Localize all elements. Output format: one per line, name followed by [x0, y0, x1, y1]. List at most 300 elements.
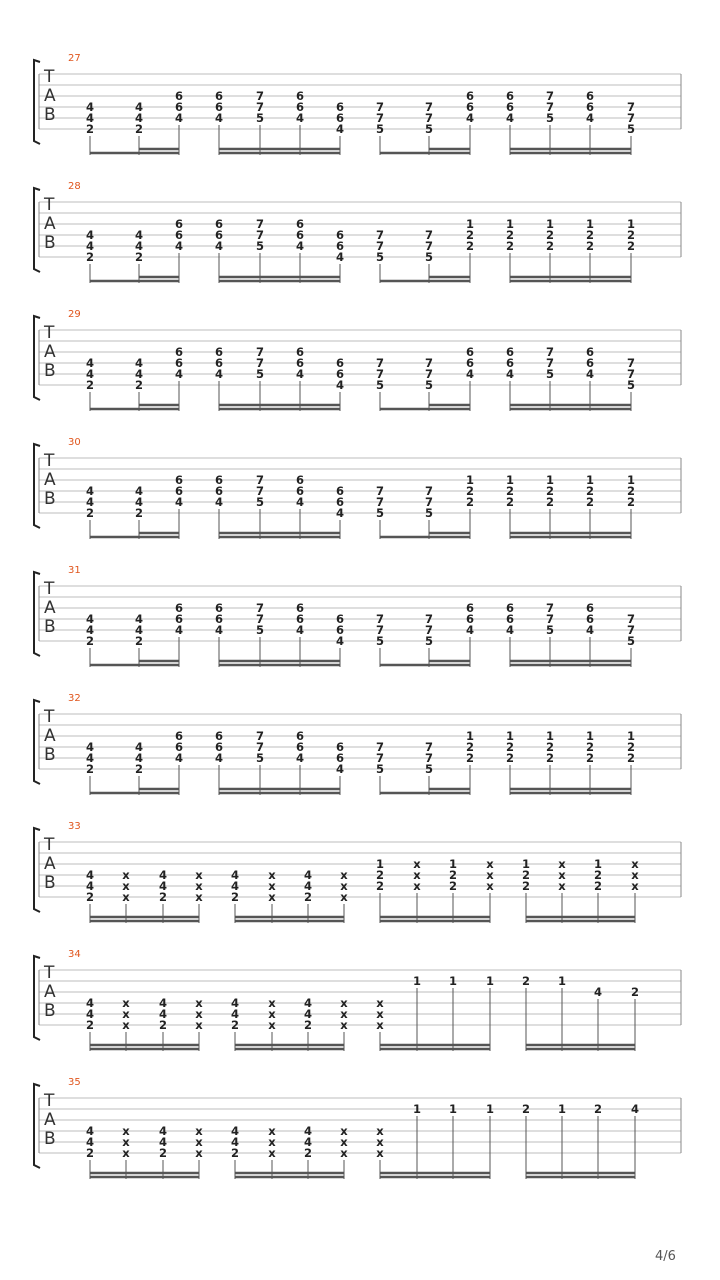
- fret-number: 2: [593, 1102, 603, 1116]
- fret-number: 2: [593, 868, 603, 882]
- tab-clef-letter: T: [44, 579, 55, 599]
- dead-note: x: [486, 857, 494, 871]
- fret-number: 2: [158, 1018, 168, 1032]
- fret-number: 4: [230, 1135, 240, 1149]
- fret-number: 5: [255, 367, 265, 381]
- fret-number: 4: [303, 1124, 313, 1138]
- fret-number: 6: [335, 356, 345, 370]
- fret-number: 6: [335, 751, 345, 765]
- dead-note: x: [122, 868, 130, 882]
- fret-number: 7: [255, 601, 265, 615]
- tab-clef-letter: B: [44, 361, 56, 381]
- tab-clef-letter: T: [44, 835, 55, 855]
- fret-number: 4: [230, 996, 240, 1010]
- dead-note: x: [195, 879, 203, 893]
- fret-number: 1: [585, 217, 595, 231]
- fret-number: 2: [545, 484, 555, 498]
- fret-number: 4: [214, 111, 224, 125]
- fret-number: 7: [424, 751, 434, 765]
- fret-number: 2: [626, 484, 636, 498]
- fret-number: 4: [85, 1007, 95, 1021]
- fret-number: 7: [375, 740, 385, 754]
- fret-number: 4: [85, 996, 95, 1010]
- fret-number: 4: [630, 1102, 640, 1116]
- fret-number: 4: [174, 623, 184, 637]
- fret-number: 2: [585, 740, 595, 754]
- dead-note: x: [340, 1007, 348, 1021]
- dead-note: x: [340, 879, 348, 893]
- dead-note: x: [376, 1146, 384, 1160]
- fret-number: 6: [465, 612, 475, 626]
- fret-number: 7: [375, 111, 385, 125]
- fret-number: 4: [303, 879, 313, 893]
- tab-clef-letter: B: [44, 617, 56, 637]
- fret-number: 4: [230, 868, 240, 882]
- fret-number: 4: [505, 111, 515, 125]
- fret-number: 2: [585, 751, 595, 765]
- fret-number: 2: [630, 985, 640, 999]
- fret-number: 5: [626, 634, 636, 648]
- fret-number: 7: [255, 356, 265, 370]
- fret-number: 4: [158, 1124, 168, 1138]
- tab-system: [34, 821, 681, 923]
- fret-number: 4: [134, 623, 144, 637]
- dead-note: x: [631, 868, 639, 882]
- fret-number: 2: [521, 879, 531, 893]
- fret-number: 5: [626, 378, 636, 392]
- fret-number: 7: [375, 367, 385, 381]
- measure-number: 30: [68, 437, 81, 448]
- fret-number: 4: [214, 751, 224, 765]
- fret-number: 2: [85, 1018, 95, 1032]
- fret-number: 2: [585, 228, 595, 242]
- fret-number: 4: [158, 879, 168, 893]
- tab-clef-letter: T: [44, 67, 55, 87]
- fret-number: 4: [465, 623, 475, 637]
- fret-number: 2: [85, 122, 95, 136]
- fret-number: 2: [505, 228, 515, 242]
- fret-number: 6: [585, 356, 595, 370]
- fret-number: 2: [585, 239, 595, 253]
- fret-number: 4: [85, 367, 95, 381]
- fret-number: 2: [85, 762, 95, 776]
- tab-clef-letter: T: [44, 963, 55, 983]
- fret-number: 7: [424, 111, 434, 125]
- fret-number: 6: [174, 601, 184, 615]
- fret-number: 5: [375, 378, 385, 392]
- fret-number: 6: [585, 601, 595, 615]
- fret-number: 5: [626, 122, 636, 136]
- fret-number: 7: [255, 729, 265, 743]
- fret-number: 5: [255, 111, 265, 125]
- tab-clef-letter: B: [44, 489, 56, 509]
- fret-number: 1: [505, 729, 515, 743]
- fret-number: 2: [465, 495, 475, 509]
- fret-number: 2: [158, 1146, 168, 1160]
- dead-note: x: [268, 1146, 276, 1160]
- fret-number: 4: [158, 1135, 168, 1149]
- measure-number: 33: [68, 821, 81, 832]
- fret-number: 2: [465, 751, 475, 765]
- fret-number: 5: [424, 122, 434, 136]
- tab-clef-letter: T: [44, 1091, 55, 1111]
- fret-number: 4: [85, 239, 95, 253]
- dead-note: x: [376, 996, 384, 1010]
- tab-clef-letter: T: [44, 323, 55, 343]
- fret-number: 6: [214, 484, 224, 498]
- fret-number: 5: [545, 367, 555, 381]
- fret-number: 4: [335, 634, 345, 648]
- fret-number: 4: [295, 751, 305, 765]
- fret-number: 6: [174, 100, 184, 114]
- fret-number: 4: [230, 1124, 240, 1138]
- measure-number: 27: [68, 53, 81, 64]
- dead-note: x: [631, 857, 639, 871]
- fret-number: 5: [375, 506, 385, 520]
- dead-note: x: [340, 1018, 348, 1032]
- fret-number: 2: [230, 1018, 240, 1032]
- fret-number: 2: [585, 495, 595, 509]
- fret-number: 2: [158, 890, 168, 904]
- fret-number: 7: [375, 495, 385, 509]
- fret-number: 7: [255, 100, 265, 114]
- fret-number: 4: [230, 1007, 240, 1021]
- fret-number: 4: [335, 506, 345, 520]
- fret-number: 4: [295, 623, 305, 637]
- fret-number: 4: [158, 996, 168, 1010]
- fret-number: 6: [465, 601, 475, 615]
- fret-number: 2: [85, 1146, 95, 1160]
- fret-number: 6: [505, 356, 515, 370]
- dead-note: x: [558, 879, 566, 893]
- fret-number: 7: [255, 228, 265, 242]
- dead-note: x: [122, 1124, 130, 1138]
- tab-clef-letter: B: [44, 873, 56, 893]
- fret-number: 5: [375, 122, 385, 136]
- dead-note: x: [486, 868, 494, 882]
- fret-number: 2: [448, 868, 458, 882]
- dead-note: x: [413, 879, 421, 893]
- tab-clef-letter: A: [44, 86, 56, 106]
- fret-number: 6: [505, 345, 515, 359]
- dead-note: x: [376, 1124, 384, 1138]
- fret-number: 4: [85, 1135, 95, 1149]
- fret-number: 7: [375, 623, 385, 637]
- fret-number: 6: [335, 228, 345, 242]
- fret-number: 7: [545, 612, 555, 626]
- dead-note: x: [340, 868, 348, 882]
- dead-note: x: [268, 1135, 276, 1149]
- fret-number: 2: [585, 484, 595, 498]
- fret-number: 7: [375, 356, 385, 370]
- tab-clef-letter: A: [44, 982, 56, 1002]
- fret-number: 7: [375, 228, 385, 242]
- fret-number: 6: [174, 740, 184, 754]
- dead-note: x: [268, 1018, 276, 1032]
- fret-number: 6: [585, 612, 595, 626]
- fret-number: 7: [255, 345, 265, 359]
- fret-number: 5: [424, 634, 434, 648]
- fret-number: 4: [465, 111, 475, 125]
- fret-number: 7: [375, 612, 385, 626]
- fret-number: 7: [255, 612, 265, 626]
- dead-note: x: [122, 1135, 130, 1149]
- fret-number: 2: [545, 751, 555, 765]
- fret-number: 1: [505, 473, 515, 487]
- fret-number: 2: [505, 484, 515, 498]
- fret-number: 6: [335, 623, 345, 637]
- fret-number: 1: [448, 1102, 458, 1116]
- fret-number: 4: [335, 378, 345, 392]
- fret-number: 1: [485, 974, 495, 988]
- tab-clef-letter: B: [44, 1129, 56, 1149]
- fret-number: 2: [230, 1146, 240, 1160]
- fret-number: 7: [545, 89, 555, 103]
- fret-number: 6: [335, 111, 345, 125]
- fret-number: 4: [303, 1135, 313, 1149]
- fret-number: 2: [465, 484, 475, 498]
- measure-number: 32: [68, 693, 81, 704]
- dead-note: x: [195, 996, 203, 1010]
- tab-clef-letter: B: [44, 745, 56, 765]
- fret-number: 2: [545, 740, 555, 754]
- fret-number: 4: [295, 367, 305, 381]
- fret-number: 4: [85, 484, 95, 498]
- fret-number: 6: [505, 100, 515, 114]
- fret-number: 4: [85, 1124, 95, 1138]
- dead-note: x: [558, 868, 566, 882]
- tab-clef-letter: B: [44, 105, 56, 125]
- fret-number: 5: [424, 378, 434, 392]
- fret-number: 4: [158, 1007, 168, 1021]
- fret-number: 7: [424, 239, 434, 253]
- fret-number: 2: [626, 228, 636, 242]
- fret-number: 6: [335, 495, 345, 509]
- fret-number: 1: [412, 974, 422, 988]
- dead-note: x: [122, 1018, 130, 1032]
- fret-number: 4: [585, 111, 595, 125]
- fret-number: 7: [255, 484, 265, 498]
- fret-number: 6: [505, 89, 515, 103]
- fret-number: 6: [214, 345, 224, 359]
- measure-number: 34: [68, 949, 81, 960]
- dead-note: x: [340, 890, 348, 904]
- tab-clef-letter: A: [44, 598, 56, 618]
- fret-number: 5: [255, 751, 265, 765]
- dead-note: x: [195, 1135, 203, 1149]
- fret-number: 1: [505, 217, 515, 231]
- fret-number: 7: [424, 495, 434, 509]
- fret-number: 7: [255, 473, 265, 487]
- fret-number: 5: [545, 111, 555, 125]
- fret-number: 4: [85, 228, 95, 242]
- dead-note: x: [413, 857, 421, 871]
- fret-number: 6: [505, 612, 515, 626]
- fret-number: 7: [424, 100, 434, 114]
- fret-number: 6: [174, 345, 184, 359]
- fret-number: 6: [295, 601, 305, 615]
- fret-number: 1: [585, 729, 595, 743]
- fret-number: 4: [174, 111, 184, 125]
- fret-number: 4: [85, 751, 95, 765]
- fret-number: 2: [626, 740, 636, 754]
- fret-number: 6: [174, 484, 184, 498]
- fret-number: 4: [134, 495, 144, 509]
- tab-system: [34, 309, 681, 411]
- dead-note: x: [340, 996, 348, 1010]
- fret-number: 2: [134, 762, 144, 776]
- fret-number: 1: [448, 857, 458, 871]
- tab-system: [34, 565, 681, 667]
- fret-number: 4: [214, 239, 224, 253]
- fret-number: 1: [626, 473, 636, 487]
- fret-number: 1: [485, 1102, 495, 1116]
- fret-number: 2: [134, 378, 144, 392]
- tab-clef-letter: A: [44, 726, 56, 746]
- fret-number: 1: [465, 729, 475, 743]
- fret-number: 4: [85, 623, 95, 637]
- fret-number: 2: [505, 751, 515, 765]
- dead-note: x: [268, 996, 276, 1010]
- fret-number: 2: [303, 1018, 313, 1032]
- fret-number: 4: [134, 367, 144, 381]
- fret-number: 2: [505, 740, 515, 754]
- fret-number: 2: [521, 974, 531, 988]
- tab-clef-letter: B: [44, 233, 56, 253]
- fret-number: 2: [465, 228, 475, 242]
- fret-number: 6: [335, 367, 345, 381]
- fret-number: 1: [557, 974, 567, 988]
- fret-number: 1: [545, 729, 555, 743]
- dead-note: x: [268, 1124, 276, 1138]
- fret-number: 2: [134, 634, 144, 648]
- fret-number: 4: [303, 868, 313, 882]
- fret-number: 1: [375, 857, 385, 871]
- fret-number: 4: [214, 367, 224, 381]
- fret-number: 6: [335, 484, 345, 498]
- dead-note: x: [413, 868, 421, 882]
- dead-note: x: [195, 890, 203, 904]
- fret-number: 7: [545, 601, 555, 615]
- tab-system: [34, 181, 681, 283]
- dead-note: x: [631, 879, 639, 893]
- tab-clef-letter: A: [44, 470, 56, 490]
- fret-number: 6: [335, 100, 345, 114]
- fret-number: 6: [214, 612, 224, 626]
- fret-number: 1: [626, 729, 636, 743]
- fret-number: 6: [174, 217, 184, 231]
- dead-note: x: [195, 868, 203, 882]
- fret-number: 6: [335, 239, 345, 253]
- fret-number: 4: [85, 356, 95, 370]
- fret-number: 4: [134, 751, 144, 765]
- fret-number: 6: [214, 89, 224, 103]
- dead-note: x: [195, 1146, 203, 1160]
- fret-number: 5: [255, 495, 265, 509]
- fret-number: 2: [134, 122, 144, 136]
- fret-number: 6: [465, 356, 475, 370]
- fret-number: 2: [303, 1146, 313, 1160]
- measure-number: 35: [68, 1077, 81, 1088]
- fret-number: 6: [295, 345, 305, 359]
- fret-number: 6: [174, 356, 184, 370]
- fret-number: 2: [521, 868, 531, 882]
- fret-number: 4: [303, 996, 313, 1010]
- fret-number: 4: [85, 111, 95, 125]
- fret-number: 2: [134, 250, 144, 264]
- fret-number: 2: [626, 751, 636, 765]
- fret-number: 6: [295, 100, 305, 114]
- fret-number: 7: [424, 356, 434, 370]
- fret-number: 7: [626, 100, 636, 114]
- fret-number: 6: [295, 484, 305, 498]
- dead-note: x: [122, 1146, 130, 1160]
- fret-number: 4: [230, 879, 240, 893]
- measure-number: 31: [68, 565, 81, 576]
- tab-clef-letter: T: [44, 707, 55, 727]
- fret-number: 7: [255, 740, 265, 754]
- fret-number: 1: [585, 473, 595, 487]
- dead-note: x: [376, 1018, 384, 1032]
- dead-note: x: [195, 1124, 203, 1138]
- measure-number: 28: [68, 181, 81, 192]
- fret-number: 7: [375, 484, 385, 498]
- dead-note: x: [268, 868, 276, 882]
- page-number: 4/6: [655, 1249, 676, 1264]
- fret-number: 7: [545, 345, 555, 359]
- fret-number: 4: [174, 367, 184, 381]
- fret-number: 6: [465, 89, 475, 103]
- dead-note: x: [558, 857, 566, 871]
- fret-number: 6: [214, 217, 224, 231]
- fret-number: 1: [593, 857, 603, 871]
- fret-number: 6: [295, 228, 305, 242]
- fret-number: 4: [134, 612, 144, 626]
- fret-number: 1: [521, 857, 531, 871]
- fret-number: 6: [505, 601, 515, 615]
- dead-note: x: [340, 1135, 348, 1149]
- tab-system: [34, 1077, 681, 1179]
- fret-number: 2: [230, 890, 240, 904]
- fret-number: 2: [465, 239, 475, 253]
- fret-number: 4: [134, 740, 144, 754]
- tab-system: [34, 693, 681, 795]
- tab-clef-letter: A: [44, 854, 56, 874]
- fret-number: 2: [545, 495, 555, 509]
- dead-note: x: [268, 890, 276, 904]
- fret-number: 4: [85, 100, 95, 114]
- fret-number: 6: [174, 228, 184, 242]
- fret-number: 7: [375, 239, 385, 253]
- fret-number: 6: [295, 356, 305, 370]
- fret-number: 6: [295, 89, 305, 103]
- fret-number: 4: [593, 985, 603, 999]
- fret-number: 4: [585, 623, 595, 637]
- fret-number: 6: [335, 740, 345, 754]
- fret-number: 7: [424, 228, 434, 242]
- fret-number: 2: [85, 506, 95, 520]
- fret-number: 7: [424, 623, 434, 637]
- dead-note: x: [340, 1146, 348, 1160]
- fret-number: 2: [448, 879, 458, 893]
- fret-number: 4: [295, 239, 305, 253]
- fret-number: 7: [545, 356, 555, 370]
- fret-number: 2: [505, 495, 515, 509]
- fret-number: 2: [626, 239, 636, 253]
- fret-number: 4: [335, 122, 345, 136]
- fret-number: 5: [255, 623, 265, 637]
- fret-number: 6: [214, 356, 224, 370]
